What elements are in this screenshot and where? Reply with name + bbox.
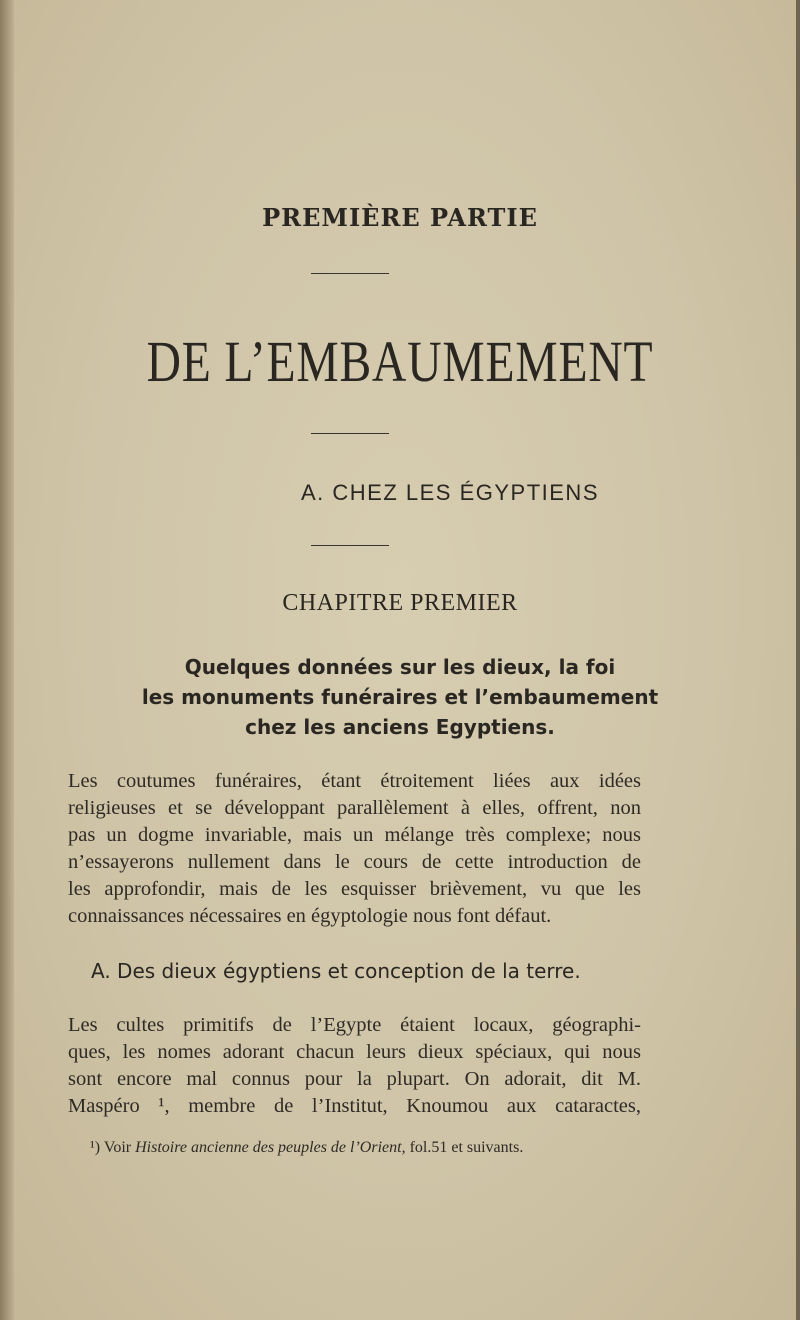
text-line: Les coutumes funéraires, étant étroitement liées aux idées	[68, 770, 641, 792]
footnote-book-title: Histoire ancienne des peuples de l’Orient,	[135, 1139, 406, 1156]
divider-rule	[311, 273, 389, 274]
divider-rule	[311, 545, 389, 546]
text-line: sont encore mal connus pour la plupart. On adorait, dit M.	[68, 1068, 641, 1090]
text-line: pas un dogme invariable, mais un mélange très complexe; nous	[68, 824, 641, 846]
text-line: les approfondir, mais de les esquisser brièvement, vu que les	[68, 878, 641, 900]
section-a-heading: A. Des dieux égyptiens et conception de la terre.	[91, 959, 581, 983]
subtitle-line: Quelques données sur les dieux, la foi	[184, 655, 616, 679]
chapter-title: CHAPITRE PREMIER	[282, 590, 518, 616]
divider-rule	[311, 433, 389, 434]
chapter-subtitle	[0, 652, 800, 742]
text-line: connaissances nécessaires en égyptologie nous font défaut.	[68, 905, 552, 927]
paragraph-introduction	[68, 768, 641, 930]
subtitle-line: les monuments funéraires et l’embaumement	[141, 685, 659, 709]
text-line: ques, les nomes adorant chacun leurs dieux spéciaux, qui nous	[68, 1041, 641, 1063]
footnote	[90, 1139, 523, 1157]
main-title: DE L’EMBAUMEMENT	[146, 329, 654, 394]
footnote-marker: ¹)	[90, 1139, 101, 1156]
paragraph-cults	[68, 1012, 641, 1120]
text-line: religieuses et se développant parallèlement à elles, offrent, non	[68, 797, 641, 819]
text-line: n’essayerons nullement dans le cours de cette introduction de	[68, 851, 641, 873]
footnote-prefix: Voir	[103, 1139, 132, 1156]
text-line: Les cultes primitifs de l’Egypte étaient locaux, géographi-	[68, 1014, 641, 1036]
text-line: Maspéro ¹, membre de l’Institut, Knoumou aux cataractes,	[68, 1095, 641, 1117]
part-heading: PREMIÈRE PARTIE	[262, 203, 538, 232]
section-title: A. CHEZ LES ÉGYPTIENS	[300, 480, 599, 505]
subtitle-line: chez les anciens Egyptiens.	[245, 715, 555, 739]
footnote-suffix: fol.51 et suivants.	[409, 1139, 524, 1156]
